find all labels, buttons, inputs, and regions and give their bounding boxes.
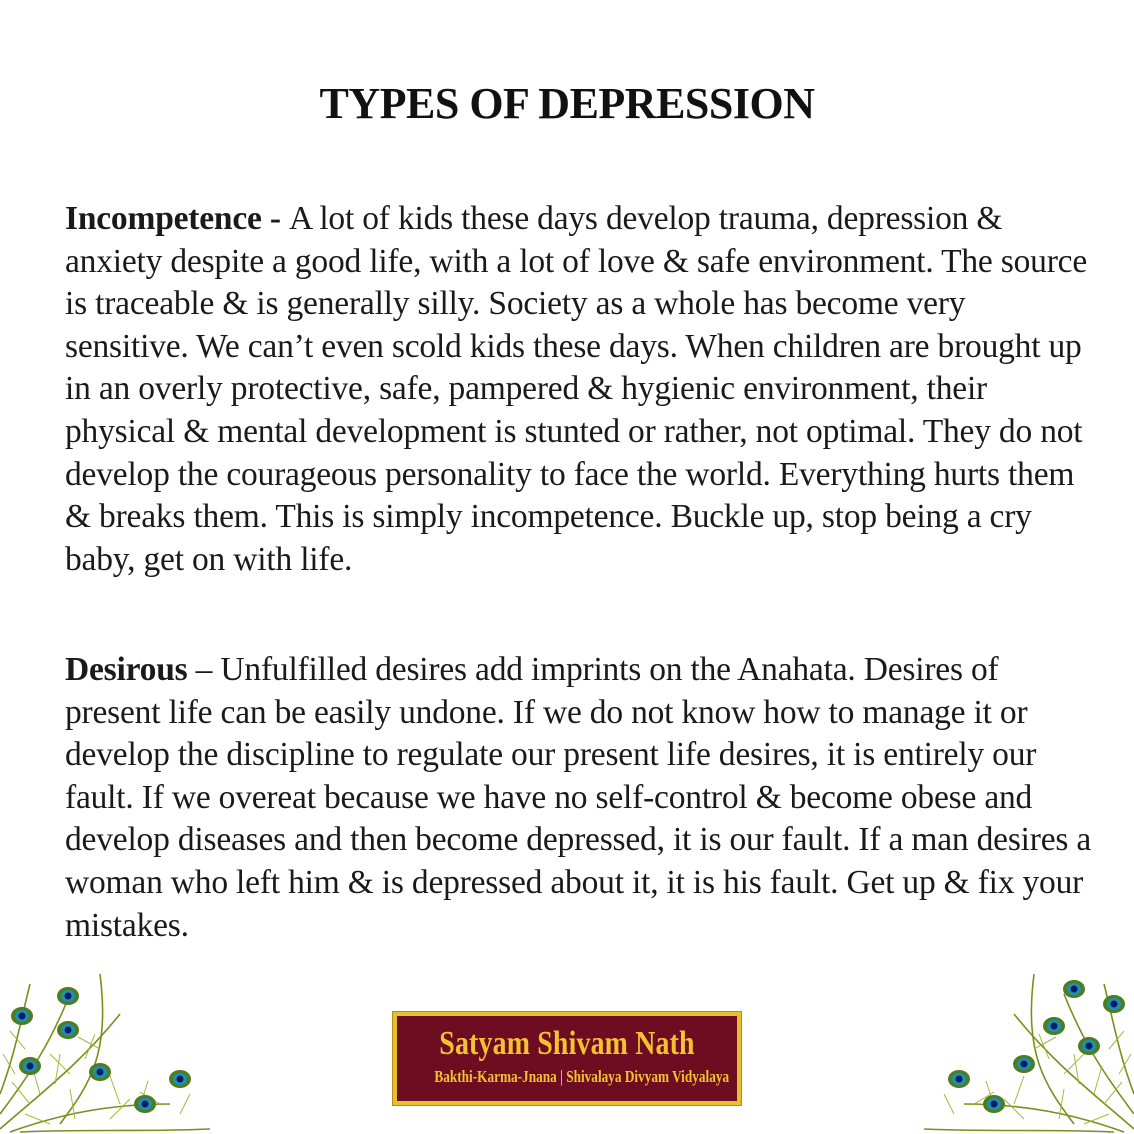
section-term: Incompetence: [65, 200, 262, 237]
logo-subtitle: Bakthi-Karma-Jnana | Shivalaya Divyam Vidyalaya: [434, 1067, 730, 1086]
peacock-feather-icon: [0, 954, 215, 1134]
logo-name: Satyam Shivam Nath: [439, 1025, 695, 1062]
peacock-feather-icon: [919, 954, 1134, 1134]
section-text: Unfulfilled desires add imprints on the Anahata. Desires of present life can be easily undone. If we do not know how to manage it or develop the discipline to regulate our present life desires, it is entirely our fault. If we overeat because we have no self-control & become obese and develop diseases and then become depressed, it is our fault. If a man desires a woman who left him & is depressed about it, it is his fault. Get up & fix your mistakes.: [65, 651, 1092, 944]
section-incompetence: [65, 198, 1095, 581]
page-title: TYPES OF DEPRESSION: [319, 79, 815, 128]
section-desirous: [65, 649, 1095, 947]
brand-logo: [393, 1012, 741, 1105]
section-separator: -: [261, 200, 289, 237]
section-separator: –: [187, 651, 221, 688]
section-term: Desirous: [65, 651, 188, 688]
section-text: A lot of kids these days develop trauma, depression & anxiety despite a good life, with a lot of love & safe environment. The source is traceable & is generally silly. Society as a whole has become very sensitive. We can’t even scold kids these days. When children are brought up in an overly protective, safe, pampered & hygienic environment, their physical & mental development is stunted or rather, not optimal. They do not develop the courageous personality to face the world. Everything hurts them & breaks them. This is simply incompetence. Buckle up, stop being a cry baby, get on with life.: [65, 200, 1087, 578]
